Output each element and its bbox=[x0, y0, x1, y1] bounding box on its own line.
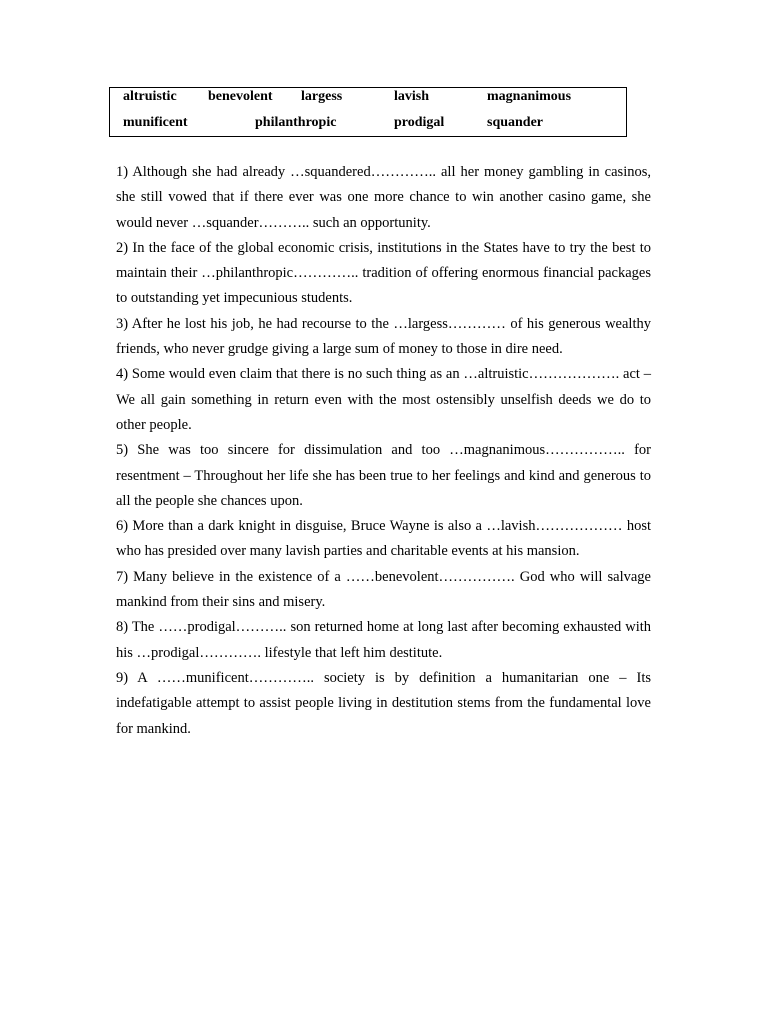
exercise-list bbox=[116, 160, 651, 742]
exercise-item: 7) Many believe in the existence of a ……benevolent……………. God who will salvage mankind from their sins and misery. bbox=[116, 568, 651, 611]
word-bank-word: benevolent bbox=[208, 89, 273, 104]
exercise-item: 8) The ……prodigal……….. son returned home at long last after becoming exhausted with his …prodigal…………. lifestyle that left him destitute. bbox=[116, 619, 651, 661]
word-bank-word: magnanimous bbox=[487, 89, 572, 104]
word-bank-word: munificent bbox=[123, 115, 188, 130]
exercise-item: 4) Some would even claim that there is no such thing as an …altruistic………………. act – We all gain something in return even with the most ostensibly unselfish deeds we do to other people. bbox=[116, 366, 651, 433]
word-bank-word: prodigal bbox=[394, 115, 445, 130]
word-bank-word: largess bbox=[301, 89, 343, 104]
exercise-item: 3) After he lost his job, he had recourse to the …largess………… of his generous wealthy friends, who never grudge giving a large sum of money to those in dire need. bbox=[116, 315, 651, 358]
exercise-item: 5) She was too sincere for dissimulation and too …magnanimous…………….. for resentment – Throughout her life she has been true to her feelings and kind and generous to all the people she chances upon. bbox=[116, 442, 651, 509]
word-bank-box bbox=[109, 87, 627, 137]
exercise-item: 9) A ……munificent………….. society is by definition a humanitarian one – Its indefatigable attempt to assist people living in destitution stems from the fundamental love for mankind. bbox=[116, 669, 651, 737]
exercise-item: 2) In the face of the global economic crisis, institutions in the States have to try the best to maintain their …philanthropic………….. tradition of offering enormous financial packages to outstanding yet impecunious students. bbox=[116, 239, 651, 307]
word-bank-word: lavish bbox=[394, 89, 430, 104]
word-bank-word: squander bbox=[487, 115, 544, 130]
exercise-item: 6) More than a dark knight in disguise, Bruce Wayne is also a …lavish……………… host who has presided over many lavish parties and charitable events at his mansion. bbox=[116, 518, 651, 560]
word-bank-word: philanthropic bbox=[255, 115, 337, 130]
exercise-item: 1) Although she had already …squandered………….. all her money gambling in casinos, she still vowed that if there ever was one more chance to win another casino game, she would never …squander……….. such an opportunity. bbox=[116, 164, 651, 231]
word-bank-word: altruistic bbox=[123, 89, 177, 104]
